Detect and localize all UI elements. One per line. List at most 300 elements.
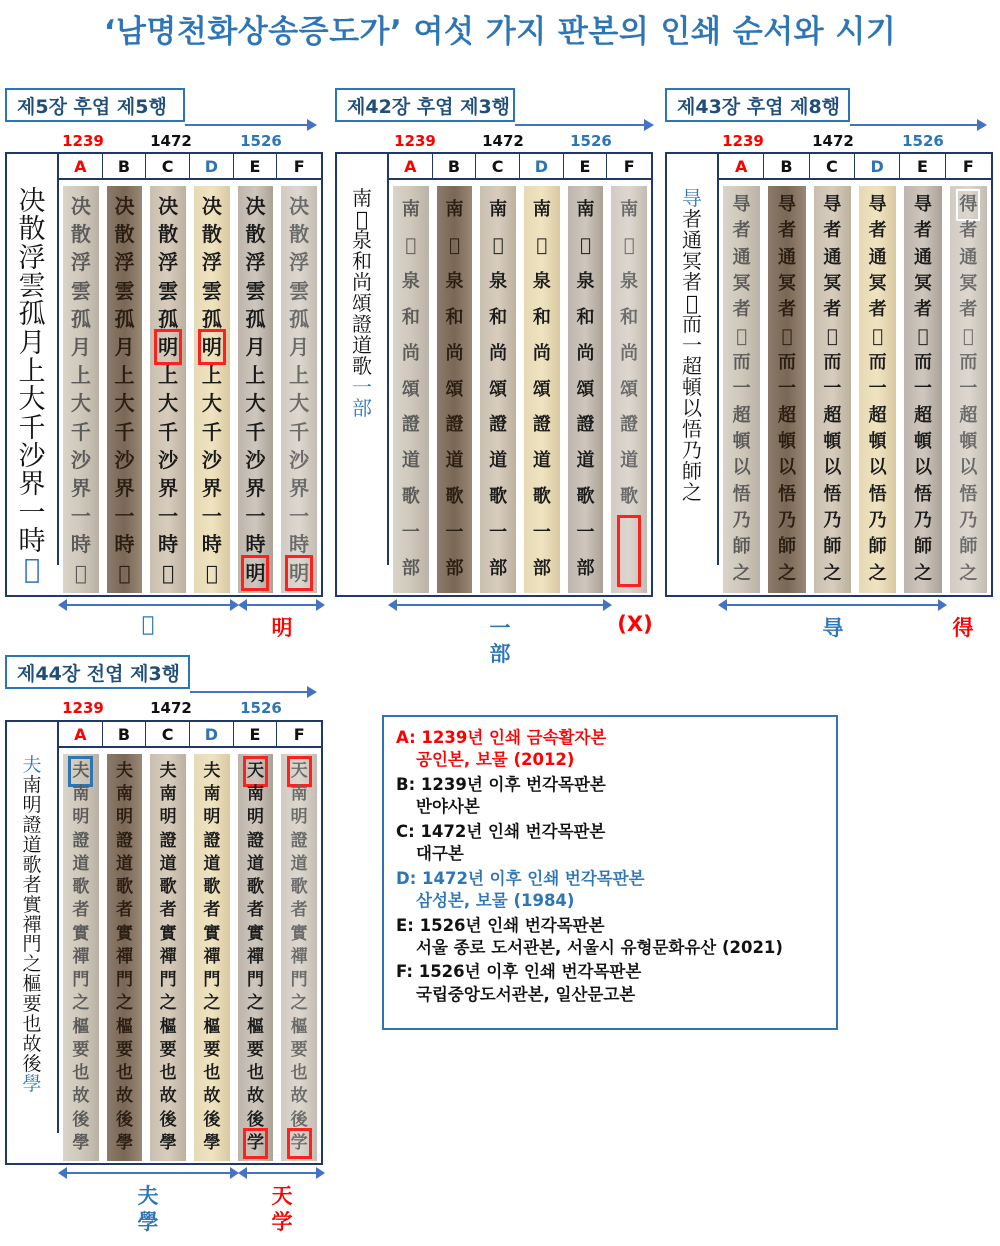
glyph: 以 xyxy=(823,457,842,479)
strip-char xyxy=(63,1109,99,1132)
strip-char xyxy=(107,361,143,389)
glyph: 散 xyxy=(201,222,222,247)
strip-char xyxy=(904,297,941,323)
comparison-frame xyxy=(5,152,323,597)
glyph: 一 xyxy=(114,504,135,529)
glyph: 天 xyxy=(291,760,308,783)
glyph: 明 xyxy=(115,807,133,828)
glyph: 要 xyxy=(203,1039,221,1060)
glyph: 後 xyxy=(72,1109,90,1130)
strip-text xyxy=(859,192,896,587)
glyph: 頌 xyxy=(445,378,464,400)
strip-char xyxy=(611,228,647,264)
glyph: 上 xyxy=(289,363,310,388)
strip-char xyxy=(393,443,429,479)
glyph: 㝵 xyxy=(732,194,751,215)
glyph: 頌 xyxy=(620,378,639,400)
strip-char xyxy=(107,446,143,474)
strip-char xyxy=(281,389,317,417)
glyph: 證 xyxy=(115,830,133,851)
strip-char xyxy=(904,350,941,376)
strip-char xyxy=(238,783,274,806)
glyph: 尚 xyxy=(620,342,639,364)
strip-char xyxy=(63,389,99,417)
strip-char xyxy=(393,336,429,372)
glyph: 時 xyxy=(289,532,310,557)
glyph: 尚 xyxy=(532,342,551,364)
strip-char xyxy=(768,271,805,297)
glyph: 明 xyxy=(202,333,222,361)
glyph: 尚 xyxy=(489,342,508,364)
glyph: 𣈆 xyxy=(736,325,748,347)
edition-strip xyxy=(63,186,99,593)
strip-char xyxy=(238,192,274,220)
glyph: 㝵 xyxy=(913,194,932,215)
comparison-frame xyxy=(335,152,653,597)
strip-char xyxy=(107,992,143,1015)
strip-char xyxy=(238,446,274,474)
text-char: 超 xyxy=(682,354,702,378)
glyph: 㝵 xyxy=(823,194,842,215)
bracket-right-arrow xyxy=(316,599,325,611)
range-bracket xyxy=(390,604,610,606)
strip-char xyxy=(107,333,143,361)
strip-char xyxy=(768,403,805,429)
glyph: 𣈆 xyxy=(118,560,131,585)
strip-char xyxy=(437,551,473,587)
edition-label: D xyxy=(520,154,564,180)
strip-char xyxy=(281,1016,317,1039)
comparison-frame xyxy=(665,152,993,597)
strip-char xyxy=(194,969,230,992)
strip-char xyxy=(723,245,760,271)
strip-char xyxy=(63,192,99,220)
text-char: 道 xyxy=(22,833,42,856)
strip-text xyxy=(238,192,274,587)
glyph: 决 xyxy=(201,194,222,218)
text-char: 者 xyxy=(682,270,702,294)
strip-char xyxy=(150,830,186,853)
glyph: 沙 xyxy=(114,447,135,472)
strip-char xyxy=(859,455,896,481)
text-char: 雲 xyxy=(18,271,46,303)
strip-char xyxy=(107,559,143,587)
glyph: 要 xyxy=(290,1039,308,1060)
glyph: 實 xyxy=(203,923,221,944)
glyph: 樞 xyxy=(246,1016,264,1037)
glyph: 故 xyxy=(115,1086,133,1107)
strip-text xyxy=(281,760,317,1155)
strip-char xyxy=(63,305,99,333)
glyph: 泉 xyxy=(445,270,464,292)
text-char: 千 xyxy=(18,412,46,444)
strip-char xyxy=(150,1062,186,1085)
glyph: 和 xyxy=(532,306,551,328)
strip-char xyxy=(480,192,516,228)
glyph: 也 xyxy=(115,1063,133,1084)
range-bracket xyxy=(60,1172,237,1174)
glyph: 天 xyxy=(247,760,264,783)
strip-char xyxy=(723,403,760,429)
text-char: 悟 xyxy=(682,417,702,441)
text-char: 證 xyxy=(352,312,372,336)
bracket-right-arrow xyxy=(603,599,612,611)
glyph: 冥 xyxy=(732,272,751,294)
range-bracket xyxy=(240,1172,323,1174)
glyph: 决 xyxy=(245,194,266,218)
text-char: 夫 xyxy=(22,754,42,776)
glyph: 一 xyxy=(401,522,420,544)
strip-char xyxy=(723,271,760,297)
strip-char xyxy=(524,192,560,228)
strip-char xyxy=(63,333,99,361)
strip-char xyxy=(859,482,896,508)
legend-head: E: 1526년 인쇄 번각목판본 xyxy=(396,915,605,935)
glyph: 月 xyxy=(114,335,135,360)
strip-char xyxy=(281,530,317,558)
strip-char xyxy=(150,220,186,248)
glyph: 後 xyxy=(290,1109,308,1130)
strip-char xyxy=(194,474,230,502)
glyph: 尚 xyxy=(576,342,595,364)
glyph: 明 xyxy=(290,807,308,828)
strip-char xyxy=(194,220,230,248)
strip-char xyxy=(194,783,230,806)
glyph: 歌 xyxy=(72,877,90,898)
strip-char xyxy=(611,372,647,408)
glyph: 悟 xyxy=(913,483,932,505)
original-text-column xyxy=(7,722,59,1133)
strip-char xyxy=(281,1132,317,1155)
strip-char xyxy=(814,429,851,455)
glyph: 乃 xyxy=(913,509,932,531)
strip-char xyxy=(524,443,560,479)
glyph: 一 xyxy=(959,378,978,400)
strip-char xyxy=(63,923,99,946)
strip-char xyxy=(63,474,99,502)
strip-char xyxy=(814,218,851,244)
glyph: 證 xyxy=(445,414,464,436)
glyph: 散 xyxy=(245,222,266,247)
strip-char xyxy=(568,372,604,408)
variant-label-left-2: 部 xyxy=(489,642,511,666)
strip-text xyxy=(950,192,987,587)
strip-char xyxy=(194,530,230,558)
strip-char xyxy=(107,389,143,417)
strip-char xyxy=(194,192,230,220)
edition-label: D xyxy=(190,154,234,180)
strip-char xyxy=(768,534,805,560)
strip-char xyxy=(150,1039,186,1062)
strip-text xyxy=(107,192,143,587)
glyph: 道 xyxy=(576,450,595,472)
strip-char xyxy=(238,248,274,276)
glyph: 證 xyxy=(246,830,264,851)
strip-char xyxy=(814,455,851,481)
strip-char xyxy=(437,443,473,479)
text-char: 之 xyxy=(682,480,702,504)
glyph: 禪 xyxy=(159,946,177,967)
glyph: 者 xyxy=(868,220,887,242)
strip-char xyxy=(194,1085,230,1108)
strip-text xyxy=(524,192,560,587)
strip-char xyxy=(238,1062,274,1085)
glyph: 者 xyxy=(732,299,751,321)
year-label: 1239 xyxy=(394,132,436,150)
year-label: 1526 xyxy=(902,132,944,150)
timeline-arrow xyxy=(850,124,985,126)
glyph: 而 xyxy=(823,351,842,373)
glyph: 樞 xyxy=(290,1016,308,1037)
text-char: 㝵 xyxy=(682,186,702,210)
range-bracket xyxy=(720,604,945,606)
strip-char xyxy=(859,350,896,376)
legend-sub: 국립중앙도서관본, 일산문고본 xyxy=(416,984,636,1004)
text-char: 决 xyxy=(18,186,46,217)
glyph: 頓 xyxy=(732,430,751,452)
glyph: 時 xyxy=(201,532,222,557)
strip-char xyxy=(568,228,604,264)
legend-head: A: 1239년 인쇄 금속활자본 xyxy=(396,728,607,747)
glyph: 南 xyxy=(246,784,264,805)
glyph: 道 xyxy=(401,450,420,472)
strip-char xyxy=(150,1132,186,1155)
glyph: 頓 xyxy=(959,430,978,452)
edition-strip xyxy=(107,754,143,1161)
strip-char xyxy=(611,407,647,443)
glyph: 明 xyxy=(158,333,178,361)
strip-char xyxy=(194,277,230,305)
bracket-left-arrow xyxy=(238,599,247,611)
text-char: 者 xyxy=(682,207,702,231)
glyph: 浮 xyxy=(158,250,179,275)
strip-char xyxy=(238,1039,274,1062)
strip-char xyxy=(281,305,317,333)
glyph: 南 xyxy=(576,199,595,220)
glyph: 一 xyxy=(576,522,595,544)
glyph: 者 xyxy=(868,299,887,321)
glyph: 悟 xyxy=(732,483,751,505)
strip-char xyxy=(859,297,896,323)
glyph: 月 xyxy=(70,335,91,360)
glyph: 證 xyxy=(159,830,177,851)
strip-char xyxy=(393,192,429,228)
strip-char xyxy=(150,760,186,783)
glyph: 以 xyxy=(777,457,796,479)
strip-char xyxy=(950,455,987,481)
strip-char xyxy=(437,336,473,372)
original-text-column xyxy=(7,154,59,586)
glyph: 時 xyxy=(70,532,91,557)
legend-item xyxy=(396,774,824,819)
year-label: 1239 xyxy=(722,132,764,150)
strip-char xyxy=(859,218,896,244)
glyph: 通 xyxy=(959,246,978,268)
glyph: 和 xyxy=(576,306,595,328)
range-bracket xyxy=(60,604,237,606)
edition-label: F xyxy=(277,154,321,180)
glyph: 南 xyxy=(159,784,177,805)
original-text-column xyxy=(337,154,389,565)
strip-char xyxy=(107,530,143,558)
strip-char xyxy=(150,946,186,969)
text-char: 𣈆 xyxy=(685,291,698,315)
strip-char xyxy=(437,264,473,300)
strip-char xyxy=(859,245,896,271)
glyph: 通 xyxy=(777,246,796,268)
text-char: 頌 xyxy=(352,291,372,315)
text-char: 南 xyxy=(22,773,42,796)
glyph: 一 xyxy=(732,378,751,400)
glyph: 故 xyxy=(72,1086,90,1107)
glyph: 而 xyxy=(868,351,887,373)
strip-char xyxy=(150,853,186,876)
strip-text xyxy=(480,192,516,587)
strip-char xyxy=(150,361,186,389)
strip-char xyxy=(107,248,143,276)
glyph: 一 xyxy=(289,504,310,529)
strip-char xyxy=(107,1062,143,1085)
glyph: 道 xyxy=(445,450,464,472)
text-char: 之 xyxy=(22,953,42,976)
glyph: 月 xyxy=(289,335,310,360)
glyph: 後 xyxy=(159,1109,177,1130)
strip-char xyxy=(281,1085,317,1108)
strip-char xyxy=(238,1109,274,1132)
glyph: 時 xyxy=(114,532,135,557)
strip-char xyxy=(568,479,604,515)
strip-char xyxy=(393,407,429,443)
glyph: 而 xyxy=(732,351,751,373)
glyph: 之 xyxy=(72,993,90,1014)
edition-strip xyxy=(281,186,317,593)
strip-char xyxy=(281,446,317,474)
glyph: 證 xyxy=(489,414,508,436)
glyph: 以 xyxy=(959,457,978,479)
glyph: 者 xyxy=(72,900,90,921)
strip-text xyxy=(768,192,805,587)
glyph: 𣈆 xyxy=(405,234,417,256)
strip-char xyxy=(814,482,851,508)
strip-char xyxy=(238,760,274,783)
strip-char xyxy=(194,502,230,530)
text-char: 上 xyxy=(18,356,46,388)
strip-char xyxy=(281,760,317,783)
glyph: 頓 xyxy=(913,430,932,452)
glyph: 而 xyxy=(913,351,932,373)
glyph: 雲 xyxy=(114,278,135,303)
strip-char xyxy=(107,806,143,829)
glyph: 沙 xyxy=(201,447,222,472)
strip-char xyxy=(107,1085,143,1108)
strip-char xyxy=(281,502,317,530)
strip-char xyxy=(281,418,317,446)
strip-char xyxy=(950,218,987,244)
strip-char xyxy=(723,482,760,508)
glyph: 以 xyxy=(913,457,932,479)
text-char: 門 xyxy=(22,933,42,956)
glyph: 歌 xyxy=(401,486,420,508)
edition-label: A xyxy=(389,154,433,180)
strip-char xyxy=(611,336,647,372)
strip-char xyxy=(524,372,560,408)
strip-char xyxy=(950,508,987,534)
strip-char xyxy=(238,277,274,305)
glyph: 歌 xyxy=(246,877,264,898)
strip-char xyxy=(393,228,429,264)
strip-char xyxy=(63,876,99,899)
glyph: 大 xyxy=(70,391,91,416)
glyph: 明 xyxy=(289,559,309,587)
glyph: 夫 xyxy=(159,761,177,781)
glyph: 也 xyxy=(246,1063,264,1084)
strip-char xyxy=(768,218,805,244)
glyph: 界 xyxy=(289,476,310,501)
legend-item xyxy=(396,821,824,866)
text-char: 禪 xyxy=(22,913,42,936)
strip-char xyxy=(859,271,896,297)
strip-char xyxy=(568,551,604,587)
strip-char xyxy=(437,407,473,443)
legend-sub: 삼성본, 보물 (1984) xyxy=(416,891,575,911)
glyph: 雲 xyxy=(201,278,222,303)
strip-char xyxy=(768,324,805,350)
glyph: 明 xyxy=(245,559,265,587)
strip-char xyxy=(150,277,186,305)
glyph: 散 xyxy=(158,222,179,247)
glyph: 上 xyxy=(245,363,266,388)
bracket-left-arrow xyxy=(718,599,727,611)
strip-char xyxy=(63,1062,99,1085)
strip-char xyxy=(194,806,230,829)
text-char: 界 xyxy=(18,469,46,501)
text-char: 月 xyxy=(18,327,46,359)
text-char: 而 xyxy=(682,312,702,336)
strip-char xyxy=(63,992,99,1015)
strip-char xyxy=(723,534,760,560)
strip-char xyxy=(904,403,941,429)
strip-char xyxy=(281,969,317,992)
glyph: 𣈆 xyxy=(74,560,87,585)
glyph: 要 xyxy=(115,1039,133,1060)
bracket-right-arrow xyxy=(938,599,947,611)
glyph: 之 xyxy=(290,993,308,1014)
strip-char xyxy=(238,418,274,446)
text-char: 尚 xyxy=(352,270,372,294)
glyph: 也 xyxy=(203,1063,221,1084)
edition-strip xyxy=(107,186,143,593)
strip-char xyxy=(437,372,473,408)
glyph: 道 xyxy=(290,853,308,874)
strip-char xyxy=(393,551,429,587)
text-char: 師 xyxy=(682,459,702,483)
strip-char xyxy=(150,559,186,587)
range-bracket xyxy=(240,604,323,606)
strip-char xyxy=(238,830,274,853)
glyph: 通 xyxy=(913,246,932,268)
glyph: 證 xyxy=(532,414,551,436)
glyph: 悟 xyxy=(777,483,796,505)
strip-char xyxy=(194,333,230,361)
glyph: 南 xyxy=(72,784,90,805)
glyph: 者 xyxy=(290,900,308,921)
edition-label: B xyxy=(103,154,147,180)
strip-char xyxy=(904,324,941,350)
strip-char xyxy=(281,1062,317,1085)
strip-char xyxy=(524,515,560,551)
glyph: 明 xyxy=(203,807,221,828)
glyph: 决 xyxy=(70,194,91,218)
